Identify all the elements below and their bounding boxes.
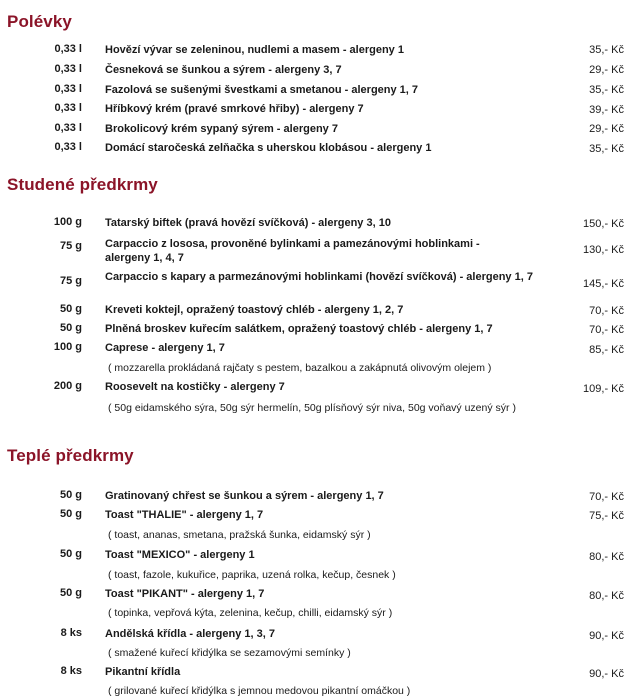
item-name: Carpaccio s kapary a parmezánovými hoblinkami (hovězí svíčková) - alergeny 1, 7 (105, 271, 533, 283)
item-quantity: 8 ks (60, 665, 82, 677)
item-quantity: 50 g (59, 508, 82, 520)
item-name: Andělská křídla - alergeny 1, 3, 7 (105, 628, 275, 640)
item-name: Fazolová se sušenými švestkami a smetanou - alergeny 1, 7 (105, 84, 419, 96)
item-price: 90,- Kč (589, 630, 624, 642)
item-name: Hovězí vývar se zeleninou, nudlemi a masem - alergeny 1 (105, 44, 404, 56)
item-price: 145,- Kč (583, 278, 624, 290)
item-price: 70,- Kč (589, 324, 624, 336)
item-price: 90,- Kč (589, 668, 624, 680)
item-price: 35,- Kč (589, 84, 624, 96)
item-quantity: 0,33 l (54, 43, 82, 55)
item-quantity: 50 g (59, 587, 82, 599)
item-name: Česneková se šunkou a sýrem - alergeny 3, 7 (105, 64, 342, 76)
section-title-soups: Polévky (7, 12, 72, 31)
item-quantity: 100 g (53, 216, 82, 228)
item-quantity: 0,33 l (54, 102, 82, 114)
item-description: ( grilované kuřecí křidýlka s jemnou medovou pikantní omáčkou ) (108, 685, 411, 697)
item-name: Gratinovaný chřest se šunkou a sýrem - alergeny 1, 7 (105, 490, 384, 502)
item-name: Tatarský biftek (pravá hovězí svíčková) - alergeny 3, 10 (105, 217, 391, 229)
item-price: 70,- Kč (589, 305, 624, 317)
item-quantity: 0,33 l (54, 83, 82, 95)
item-quantity: 100 g (53, 341, 82, 353)
item-name: Toast "THALIE" - alergeny 1, 7 (105, 509, 264, 521)
item-price: 35,- Kč (589, 143, 624, 155)
item-price: 80,- Kč (589, 590, 624, 602)
item-price: 80,- Kč (589, 551, 624, 563)
item-name: Pikantní křídla (105, 666, 181, 678)
item-quantity: 0,33 l (54, 141, 82, 153)
item-price: 85,- Kč (589, 344, 624, 356)
item-quantity: 200 g (53, 380, 82, 392)
item-quantity: 75 g (59, 275, 82, 287)
item-quantity: 0,33 l (54, 63, 82, 75)
item-name: Roosevelt na kostičky - alergeny 7 (105, 381, 285, 393)
item-description: ( 50g eidamského sýra, 50g sýr hermelín, 50g plísňový sýr niva, 50g voňavý uzený sýr ) (108, 402, 516, 414)
item-price: 75,- Kč (589, 510, 624, 522)
item-price: 109,- Kč (583, 383, 624, 395)
item-price: 150,- Kč (583, 218, 624, 230)
item-name: Carpaccio z lososa, provoněné bylinkami a pamezánovými hoblinkami - alergeny 1, 4, 7 (105, 238, 480, 264)
item-description: ( smažené kuřecí křidýlka se sezamovými semínky ) (108, 647, 351, 659)
item-name: Domácí staročeská zelňačka s uherskou klobásou - alergeny 1 (105, 142, 432, 154)
item-name: Toast "MEXICO" - alergeny 1 (105, 549, 255, 561)
item-name: Plněná broskev kuřecím salátkem, opražený toastový chléb - alergeny 1, 7 (105, 323, 493, 335)
section-title-warm-starters: Teplé předkrmy (7, 446, 134, 465)
item-quantity: 8 ks (60, 627, 82, 639)
item-price: 29,- Kč (589, 123, 624, 135)
item-name: Hříbkový krém (pravé smrkové hřiby) - alergeny 7 (105, 103, 364, 115)
item-quantity: 75 g (59, 240, 82, 252)
item-description: ( mozzarella prokládaná rajčaty s pestem, bazalkou a zakápnutá olivovým olejem ) (108, 362, 492, 374)
item-quantity: 0,33 l (54, 122, 82, 134)
item-price: 39,- Kč (589, 104, 624, 116)
item-quantity: 50 g (59, 303, 82, 315)
item-price: 130,- Kč (583, 244, 624, 256)
item-price: 29,- Kč (589, 64, 624, 76)
item-quantity: 50 g (59, 322, 82, 334)
item-name: Kreveti koktejl, opražený toastový chléb - alergeny 1, 2, 7 (105, 304, 404, 316)
item-name: Caprese - alergeny 1, 7 (105, 342, 225, 354)
item-description: ( topinka, vepřová kýta, zelenina, kečup, chilli, eidamský sýr ) (108, 607, 393, 619)
item-name: Toast "PIKANT" - alergeny 1, 7 (105, 588, 265, 600)
item-price: 70,- Kč (589, 491, 624, 503)
item-quantity: 50 g (59, 548, 82, 560)
section-title-cold-starters: Studené předkrmy (7, 175, 158, 194)
item-description: ( toast, ananas, smetana, pražská šunka, eidamský sýr ) (108, 529, 371, 541)
item-description: ( toast, fazole, kukuřice, paprika, uzená rolka, kečup, česnek ) (108, 569, 396, 581)
item-name: Brokolicový krém sypaný sýrem - alergeny 7 (105, 123, 338, 135)
item-price: 35,- Kč (589, 44, 624, 56)
item-quantity: 50 g (59, 489, 82, 501)
